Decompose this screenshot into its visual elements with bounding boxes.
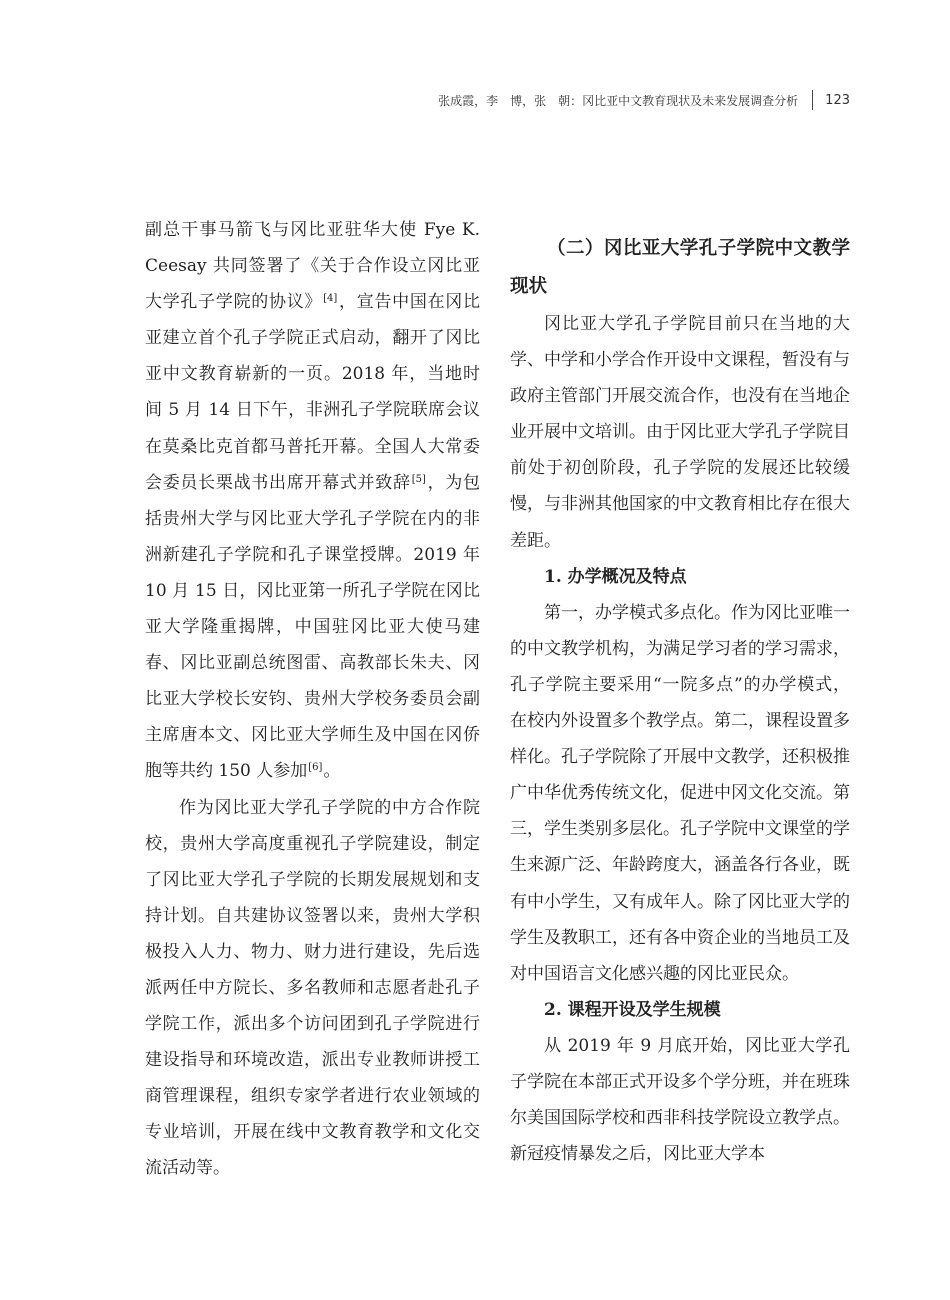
- text-run: 副总干事马箭飞与冈比亚驻华大使 Fye K. Ceesay 共同签署了《关于合作设立冈比亚大学孔子学院的协议》: [145, 220, 480, 313]
- right-paragraph-3: 从 2019 年 9 月底开始，冈比亚大学孔子学院在本部正式开设多个学分班，并在班珠尔美国国际学校和西非科技学院设立教学点。新冠疫情暴发之后，冈比亚大学本: [510, 1035, 850, 1165]
- citation-ref-6: [6]: [308, 762, 323, 774]
- citation-ref-5: [5]: [411, 473, 426, 485]
- subsection-heading-2: 2. 课程开设及学生规模: [544, 999, 721, 1020]
- text-run: ，为包括贵州大学与冈比亚大学孔子学院在内的非洲新建孔子学院和孔子课堂授牌。2019 年 10 月 15 日，冈比亚第一所孔子学院在冈比亚大学隆重揭牌，中国驻冈比亚大使马建春、冈比亚副总统图雷、高教部长朱夫、冈比亚大学校长安钧、贵州大学校务委员会副主席唐本文、冈比亚大学师生及中国在冈侨胞等共约 150 人参加: [145, 472, 481, 782]
- left-column: [145, 212, 480, 1187]
- running-title: 张成霞，李 博，张 朝：冈比亚中文教育现状及未来发展调查分析: [438, 93, 799, 108]
- page-number: 123: [825, 92, 850, 108]
- section-heading: （二）冈比亚大学孔子学院中文教学现状: [510, 238, 850, 297]
- header-divider: [812, 90, 813, 110]
- right-paragraph-1: 冈比亚大学孔子学院目前只在当地的大学、中学和小学合作开设中文课程，暂没有与政府主管部门开展交流合作，也没有在当地企业开展中文培训。由于冈比亚大学孔子学院目前处于初创阶段，孔子学院的发展还比较缓慢，与非洲其他国家的中文教育相比存在很大差距。: [510, 314, 850, 551]
- running-header: [438, 90, 850, 110]
- subsection-heading-1: 1. 办学概况及特点: [544, 566, 687, 587]
- left-paragraph-1: [145, 212, 480, 790]
- right-column: [510, 230, 850, 1172]
- text-run: ，宣告中国在冈比亚建立首个孔子学院正式启动，翻开了冈比亚中文教育崭新的一页。2018 年，当地时间 5 月 14 日下午，非洲孔子学院联席会议在莫桑比克首都马普托开幕。全国人大常委会委员长栗战书出席开幕式并致辞: [145, 292, 481, 493]
- right-paragraph-2: 第一，办学模式多点化。作为冈比亚唯一的中文教学机构，为满足学习者的学习需求，孔子学院主要采用“一院多点”的办学模式，在校内外设置多个教学点。第二，课程设置多样化。孔子学院除了开展中文教学，还积极推广中华优秀传统文化，促进中冈文化交流。第三，学生类别多层化。孔子学院中文课堂的学生来源广泛、年龄跨度大，涵盖各行各业，既有中小学生，又有成年人。除了冈比亚大学的学生及教职工，还有各中资企业的当地员工及对中国语言文化感兴趣的冈比亚民众。: [510, 602, 850, 984]
- citation-ref-4: [4]: [323, 293, 338, 305]
- text-run: 。: [323, 761, 341, 782]
- left-paragraph-2: 作为冈比亚大学孔子学院的中方合作院校，贵州大学高度重视孔子学院建设，制定了冈比亚大学孔子学院的长期发展规划和支持计划。自共建协议签署以来，贵州大学积极投入人力、物力、财力进行建设，先后选派两任中方院长、多名教师和志愿者赴孔子学院工作，派出多个访问团到孔子学院进行建设指导和环境改造，派出专业教师讲授工商管理课程，组织专家学者进行农业领域的专业培训，开展在线中文教育教学和文化交流活动等。: [145, 797, 480, 1179]
